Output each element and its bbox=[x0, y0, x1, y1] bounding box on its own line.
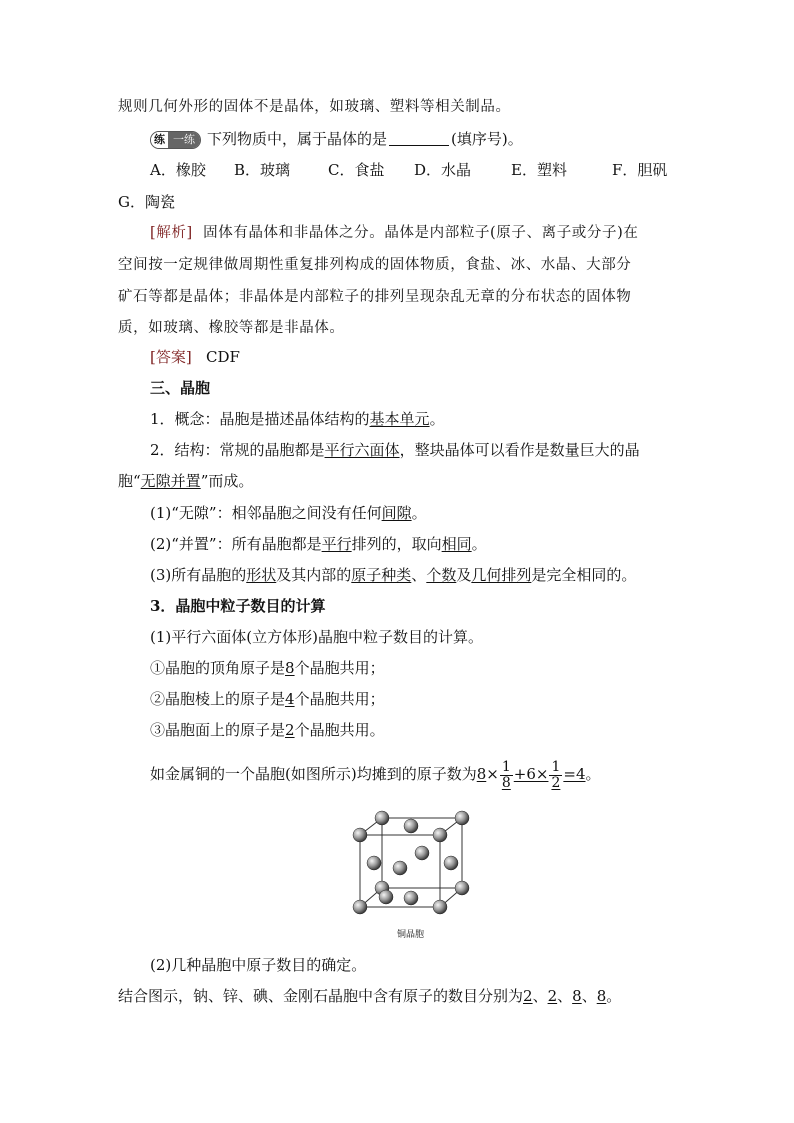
intro-tail: 规则几何外形的固体不是晶体，如玻璃、塑料等相关制品。 bbox=[118, 99, 511, 115]
structure-line-1: 2．结构：常规的晶胞都是平行六面体，整块晶体可以看作是数量巨大的晶 bbox=[150, 441, 640, 459]
fraction-one-eighth: $\frac{1}{8}$ bbox=[501, 758, 511, 791]
fraction-one-half: $\frac{1}{2}$ bbox=[551, 758, 561, 791]
analysis-line-1: [解析] 固体有晶体和非晶体之分。晶体是内部粒子(原子、离子或分子)在 bbox=[150, 225, 639, 241]
practice-question: 练 一练 下列物质中，属于晶体的是 (填序号)。 bbox=[150, 129, 523, 149]
copper-count-line: 如金属铜的一个晶胞(如图所示)均摊到的原子数为8× $\frac{1}{8}$ +6× $\frac{1}{2}$ =4。 bbox=[150, 758, 601, 791]
edge-line: ②晶胞棱上的原子是4个晶胞共用； bbox=[150, 690, 385, 708]
answer-blank bbox=[389, 131, 449, 146]
option-f: F．胆矾 bbox=[612, 161, 668, 179]
answer-line bbox=[150, 347, 240, 367]
option-e: E．塑料 bbox=[511, 161, 567, 179]
section-heading: 三、晶胞 bbox=[150, 379, 211, 397]
face-line: ③晶胞面上的原子是2个晶胞共用。 bbox=[150, 721, 385, 739]
option-b: B．玻璃 bbox=[234, 161, 291, 179]
analysis-line-3: 矿石等都是晶体；非晶体是内部粒子的排列呈现杂乱无章的分布状态的固体物 bbox=[118, 289, 632, 305]
option-c: C．食盐 bbox=[328, 161, 385, 179]
option-g: G．陶瓷 bbox=[118, 193, 175, 211]
answer-tag: [答案] bbox=[150, 348, 192, 366]
parallel-line: (2)“并置”：所有晶胞都是平行排列的，取向相同。 bbox=[150, 535, 487, 553]
practice-badge: 练 一练 bbox=[150, 131, 201, 149]
answer-value: CDF bbox=[206, 348, 240, 366]
identical-line: (3)所有晶胞的形状及其内部的原子种类、个数及几何排列是完全相同的。 bbox=[150, 566, 637, 584]
copper-unit-cell-figure bbox=[350, 808, 470, 923]
atom-count-line: 结合图示，钠、锌、碘、金刚石晶胞中含有原子的数目分别为2、2、8、8。 bbox=[118, 987, 622, 1005]
analysis-tag: [解析] bbox=[150, 225, 193, 241]
no-gap-line: (1)“无隙”：相邻晶胞之间没有任何间隙。 bbox=[150, 504, 427, 522]
structure-line-2: 胞“无隙并置”而成。 bbox=[118, 472, 254, 490]
concept-line: 1．概念：晶胞是描述晶体结构的基本单元。 bbox=[150, 410, 445, 428]
parallelepiped-line: (1)平行六面体(立方体形)晶胞中粒子数目的计算。 bbox=[150, 628, 483, 646]
option-a: A．橡胶 bbox=[150, 161, 206, 179]
analysis-line-2: 空间按一定规律做周期性重复排列构成的固体物质，食盐、冰、水晶、大部分 bbox=[118, 257, 632, 273]
calc-heading: 3．晶胞中粒子数目的计算 bbox=[150, 597, 326, 615]
option-d: D．水晶 bbox=[414, 161, 472, 179]
analysis-line-4: 质，如玻璃、橡胶等都是非晶体。 bbox=[118, 320, 345, 336]
determination-line: (2)几种晶胞中原子数目的确定。 bbox=[150, 956, 367, 974]
figure-caption: 铜晶胞 bbox=[397, 930, 425, 940]
vertex-line: ①晶胞的顶角原子是8个晶胞共用； bbox=[150, 659, 385, 677]
